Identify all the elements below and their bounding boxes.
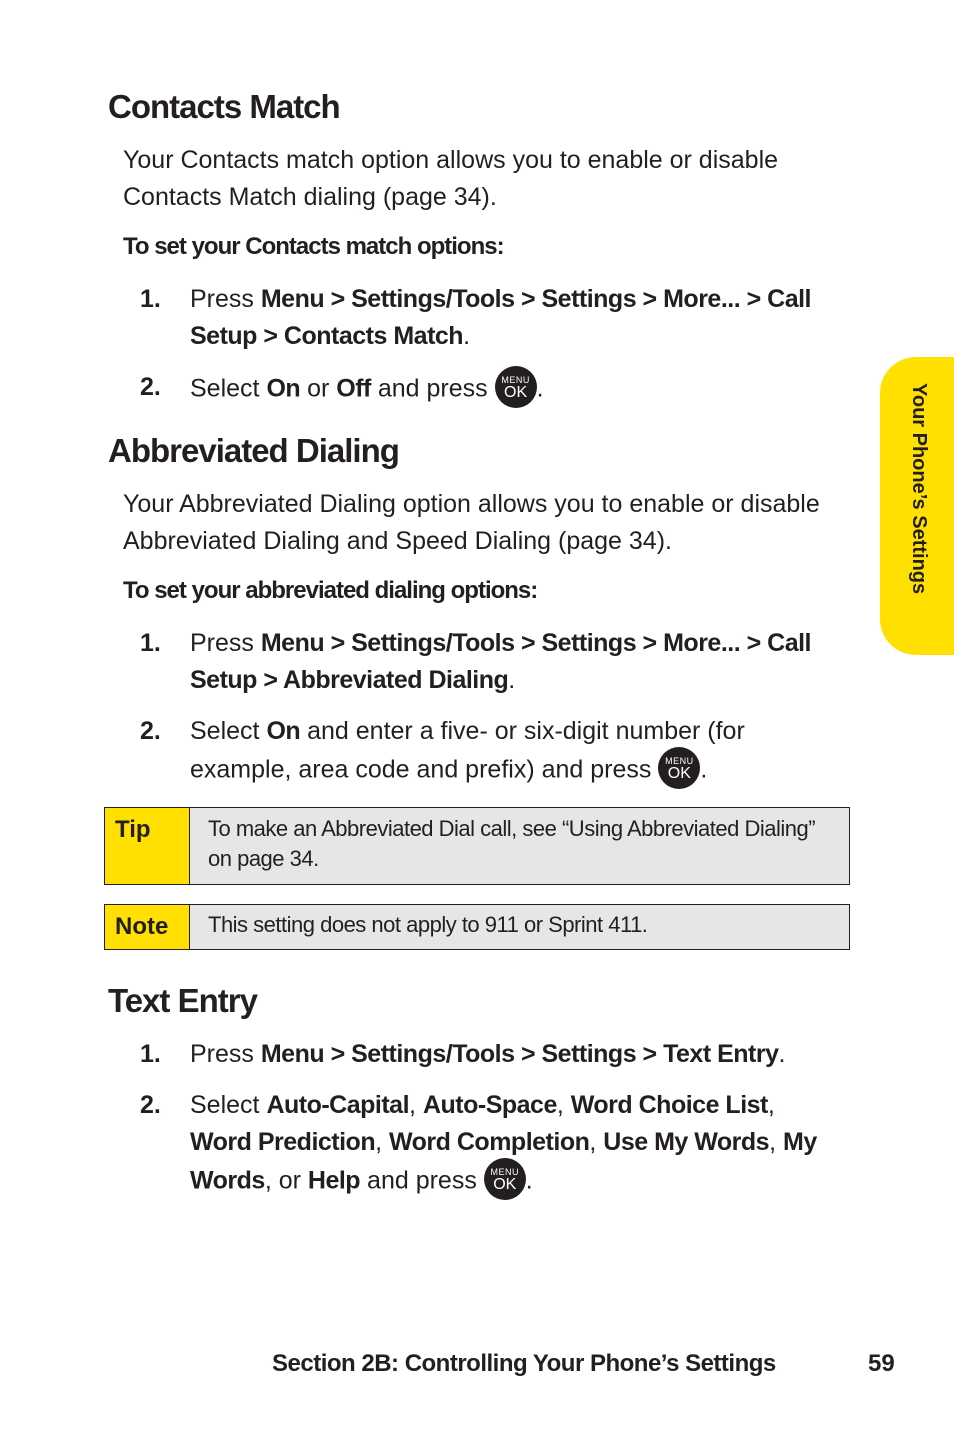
heading-abbreviated-dialing: Abbreviated Dialing	[108, 432, 399, 469]
menu-path: Menu > Settings/Tools > Settings > Text Entry	[260, 1040, 779, 1068]
heading-contacts-match: Contacts Match	[108, 88, 340, 125]
section-side-tab	[880, 357, 954, 655]
note-text: This setting does not apply to 911 or Sprint 411.	[208, 912, 648, 937]
tip-text: To make an Abbreviated Dial call, see “Using Abbreviated Dialing” on page 34.	[208, 816, 816, 871]
step-number: 2.	[140, 1091, 161, 1119]
page-number: 59	[868, 1350, 895, 1377]
footer-section-title: Section 2B: Controlling Your Phone’s Settings	[272, 1350, 776, 1377]
menu-path: Menu > Settings/Tools > Settings > More... > Call Setup > Abbreviated Dialing	[190, 629, 812, 694]
menu-path: Menu > Settings/Tools > Settings > More... > Call Setup > Contacts Match	[190, 285, 812, 350]
contacts-match-intro: Your Contacts match option allows you to enable or disable Contacts Match dialing (page 34).	[123, 146, 779, 211]
step-number: 2.	[140, 717, 161, 745]
side-tab-label: Your Phone’s Settings	[908, 383, 930, 595]
step-number: 1.	[140, 1040, 161, 1068]
menu-ok-key-icon: MENU OK	[658, 747, 700, 789]
tip-label: Tip	[105, 808, 190, 884]
abbreviated-dialing-intro: Your Abbreviated Dialing option allows you to enable or disable Abbreviated Dialing and Speed Dialing (page 34).	[123, 490, 820, 555]
heading-text-entry: Text Entry	[108, 982, 257, 1019]
abbreviated-dialing-subhead: To set your abbreviated dialing options:	[123, 577, 538, 604]
step-number: 2.	[140, 373, 161, 401]
menu-ok-key-icon: MENU OK	[495, 366, 537, 408]
contacts-match-subhead: To set your Contacts match options:	[123, 233, 504, 260]
note-label: Note	[105, 905, 190, 949]
step-number: 1.	[140, 285, 161, 313]
menu-ok-key-icon: MENU OK	[484, 1158, 526, 1200]
note-callout	[104, 904, 850, 950]
step-number: 1.	[140, 629, 161, 657]
tip-callout	[104, 807, 850, 885]
